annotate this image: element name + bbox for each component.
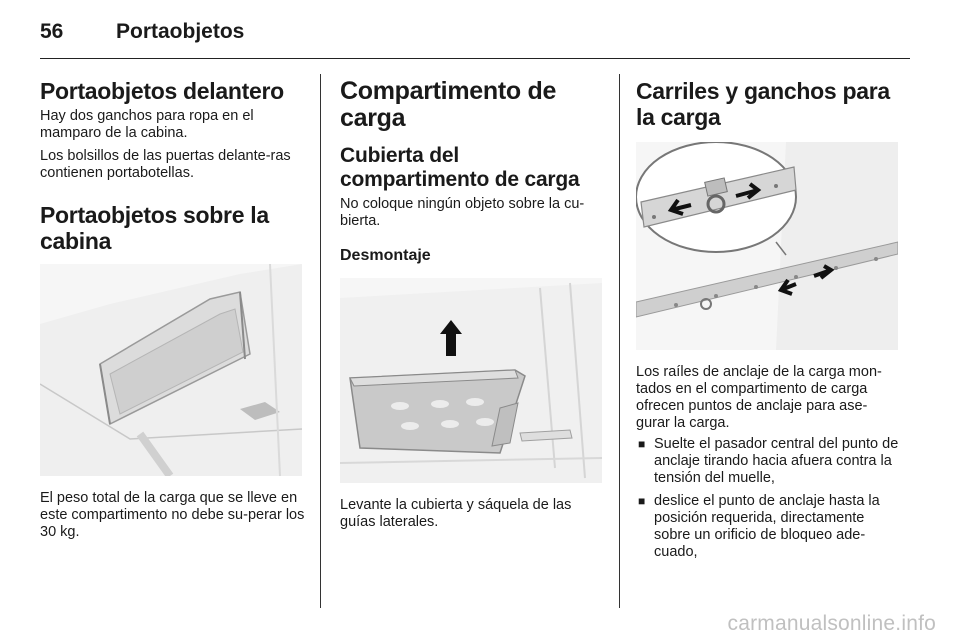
roof-storage-illustration bbox=[40, 264, 302, 476]
subsection-heading-cover: Cubierta del compartimento de carga bbox=[340, 144, 580, 191]
watermark: carmanualsonline.info bbox=[727, 612, 936, 635]
list-item-text: deslice el punto de anclaje hasta la posición requerida, directamente sobre un orificio de bloqueo ade-cuado, bbox=[654, 493, 880, 560]
paragraph: Levante la cubierta y sáquela de las guías laterales. bbox=[340, 497, 572, 530]
list-item bbox=[636, 436, 901, 487]
paragraph: Los raíles de anclaje de la carga mon-tados en el compartimento de carga ofrecen puntos de anclaje para ase-gurar la carga. bbox=[636, 364, 882, 431]
column-1 bbox=[40, 72, 305, 541]
cargo-cover-removal-illustration bbox=[340, 278, 602, 483]
cargo-rail-drawing bbox=[636, 142, 898, 350]
section-heading-cargo-compartment: Compartimento de carga bbox=[340, 77, 557, 132]
cargo-rail-illustration bbox=[636, 142, 898, 350]
instruction-list bbox=[636, 436, 901, 561]
section-heading-rails-hooks: Carriles y ganchos para la carga bbox=[636, 78, 890, 130]
column-divider bbox=[619, 74, 620, 608]
subsection-heading-removal: Desmontaje bbox=[340, 247, 431, 264]
black-square-icon: ■ bbox=[638, 494, 646, 508]
page-number: 56 bbox=[40, 20, 64, 43]
paragraph: Los bolsillos de las puertas delante-ras contienen portabotellas. bbox=[40, 148, 291, 181]
paragraph: No coloque ningún objeto sobre la cu-bierta. bbox=[340, 196, 585, 229]
page-header bbox=[40, 18, 910, 58]
column-divider bbox=[320, 74, 321, 608]
column-2 bbox=[340, 72, 605, 531]
roof-shelf-drawing bbox=[40, 264, 302, 476]
paragraph: Hay dos ganchos para ropa en el mamparo de la cabina. bbox=[40, 108, 254, 141]
cargo-cover-drawing bbox=[340, 278, 602, 483]
column-3 bbox=[636, 72, 901, 567]
black-square-icon: ■ bbox=[638, 437, 646, 451]
section-heading-front-storage: Portaobjetos delantero bbox=[40, 78, 284, 104]
list-item-text: Suelte el pasador central del punto de anclaje tirando hacia afuera contra la tensión del muelle, bbox=[654, 436, 899, 486]
header-rule bbox=[40, 58, 910, 59]
list-item bbox=[636, 493, 901, 561]
section-heading-roof-storage: Portaobjetos sobre la cabina bbox=[40, 202, 269, 254]
paragraph: El peso total de la carga que se lleve en este compartimento no debe su-perar los 30 kg. bbox=[40, 490, 305, 540]
chapter-title: Portaobjetos bbox=[116, 20, 245, 43]
